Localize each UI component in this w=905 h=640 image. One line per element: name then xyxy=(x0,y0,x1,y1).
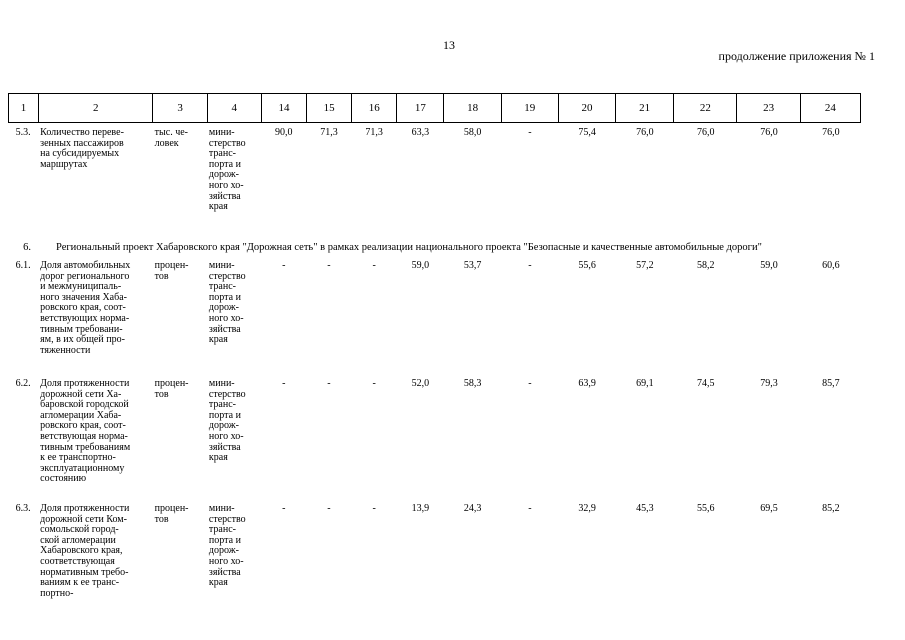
value-cell: 32,9 xyxy=(578,503,596,514)
value-cell: - xyxy=(372,378,376,389)
value-cell: - xyxy=(327,503,331,514)
indicator-name: Количество перевe- зенных пассажиров на субсидируемых маршрутах xyxy=(40,127,124,170)
value-cell: - xyxy=(327,378,331,389)
value-cell: 13,9 xyxy=(411,503,430,514)
continuation-caption: продолжение приложения № 1 xyxy=(718,49,875,63)
value-cell: 90,0 xyxy=(275,127,293,138)
value-cell: - xyxy=(282,378,286,389)
header-cell: 14 xyxy=(261,94,306,123)
value-cell: 53,7 xyxy=(463,260,482,271)
indicator-name: Доля автомобильных дорог регионального и межмуниципаль- ного значения Хаба- ровского края, соот- ветствующих норма- тивным требовани- ям, в их общей про- тяженности xyxy=(40,260,131,356)
unit: процен- тов xyxy=(154,378,189,400)
header-cell: 2 xyxy=(39,94,153,123)
header-cell: 23 xyxy=(737,94,800,123)
value-cell: 59,0 xyxy=(760,260,778,271)
header-cell: 16 xyxy=(352,94,397,123)
row-number: 6.1. xyxy=(15,260,31,271)
indicators-table xyxy=(8,128,861,604)
value-cell: 71,3 xyxy=(365,127,383,138)
executor: мини- стерство транс- порта и дорож- ного хо- зяйства края xyxy=(208,260,246,346)
value-cell: 85,2 xyxy=(822,503,840,514)
value-cell: 45,3 xyxy=(636,503,654,514)
value-cell: - xyxy=(528,503,532,514)
unit: тыс. че- ловек xyxy=(154,127,188,149)
value-cell: 58,0 xyxy=(463,127,482,138)
value-cell: 59,0 xyxy=(411,260,430,271)
value-cell: 69,5 xyxy=(760,503,778,514)
value-cell: - xyxy=(528,127,532,138)
column-numbers-header xyxy=(8,93,861,123)
table-row xyxy=(8,128,861,230)
row-number: 5.3. xyxy=(15,127,31,138)
value-cell: 55,6 xyxy=(578,260,596,271)
section-number: 6. xyxy=(23,241,31,253)
value-cell: 58,2 xyxy=(696,260,715,271)
header-cell: 4 xyxy=(207,94,261,123)
header-cell: 20 xyxy=(558,94,615,123)
header-cell: 15 xyxy=(307,94,352,123)
value-cell: 55,6 xyxy=(696,503,715,514)
value-cell: - xyxy=(282,503,286,514)
row-number: 6.2. xyxy=(15,378,31,389)
header-cell: 19 xyxy=(501,94,558,123)
value-cell: - xyxy=(282,260,286,271)
value-cell: - xyxy=(528,260,532,271)
table-row xyxy=(8,379,861,504)
value-cell: 52,0 xyxy=(411,378,430,389)
value-cell: 24,3 xyxy=(463,503,482,514)
unit: процен- тов xyxy=(154,503,189,525)
value-cell: 63,9 xyxy=(578,378,596,389)
section-row xyxy=(8,230,861,261)
value-cell: 75,4 xyxy=(578,127,596,138)
executor: мини- стерство транс- порта и дорож- ного хо- зяйства края xyxy=(208,127,246,213)
value-cell: 76,0 xyxy=(636,127,654,138)
indicator-name: Доля протяженности дорожной сети Ха- баровской городской агломерации Хаба- ровского края, соот- ветствующая норма- тивным требованиям к ее транспортно- эксплуатационному состоянию xyxy=(40,378,131,485)
section-title: Региональный проект Хабаровского края "Дорожная сеть" в рамках реализации национального проекта "Безопасные и качественные автомобильные дороги" xyxy=(56,241,762,253)
header-cell: 1 xyxy=(9,94,39,123)
value-cell: 58,3 xyxy=(463,378,482,389)
header-cell: 24 xyxy=(800,94,860,123)
header-cell: 18 xyxy=(444,94,501,123)
value-cell: - xyxy=(372,260,376,271)
header-cell: 22 xyxy=(674,94,737,123)
unit: процен- тов xyxy=(154,260,189,282)
value-cell: 79,3 xyxy=(760,378,778,389)
value-cell: 76,0 xyxy=(760,127,778,138)
value-cell: - xyxy=(528,378,532,389)
value-cell: 74,5 xyxy=(696,378,715,389)
value-cell: 71,3 xyxy=(320,127,338,138)
value-cell: 57,2 xyxy=(636,260,654,271)
value-cell: - xyxy=(327,260,331,271)
value-cell: 76,0 xyxy=(822,127,840,138)
header-cell: 3 xyxy=(153,94,207,123)
executor: мини- стерство транс- порта и дорож- ного хо- зяйства края xyxy=(208,378,246,464)
row-number: 6.3. xyxy=(15,503,31,514)
value-cell: 69,1 xyxy=(636,378,654,389)
value-cell: 60,6 xyxy=(822,260,840,271)
value-cell: 76,0 xyxy=(696,127,715,138)
executor: мини- стерство транс- порта и дорож- ного хо- зяйства края xyxy=(208,503,246,589)
table-row xyxy=(8,261,861,379)
header-cell: 21 xyxy=(616,94,674,123)
value-cell: 85,7 xyxy=(822,378,840,389)
value-cell: 63,3 xyxy=(411,127,430,138)
page-number: 13 xyxy=(443,38,455,52)
table-row xyxy=(8,504,861,604)
value-cell: - xyxy=(372,503,376,514)
indicator-name: Доля протяженности дорожной сети Ком- сомольской город- ской агломерации Хабаровского края, соответствующая нормативным требо- ваниям к ее транс- портно- xyxy=(40,503,130,599)
header-cell: 17 xyxy=(397,94,444,123)
